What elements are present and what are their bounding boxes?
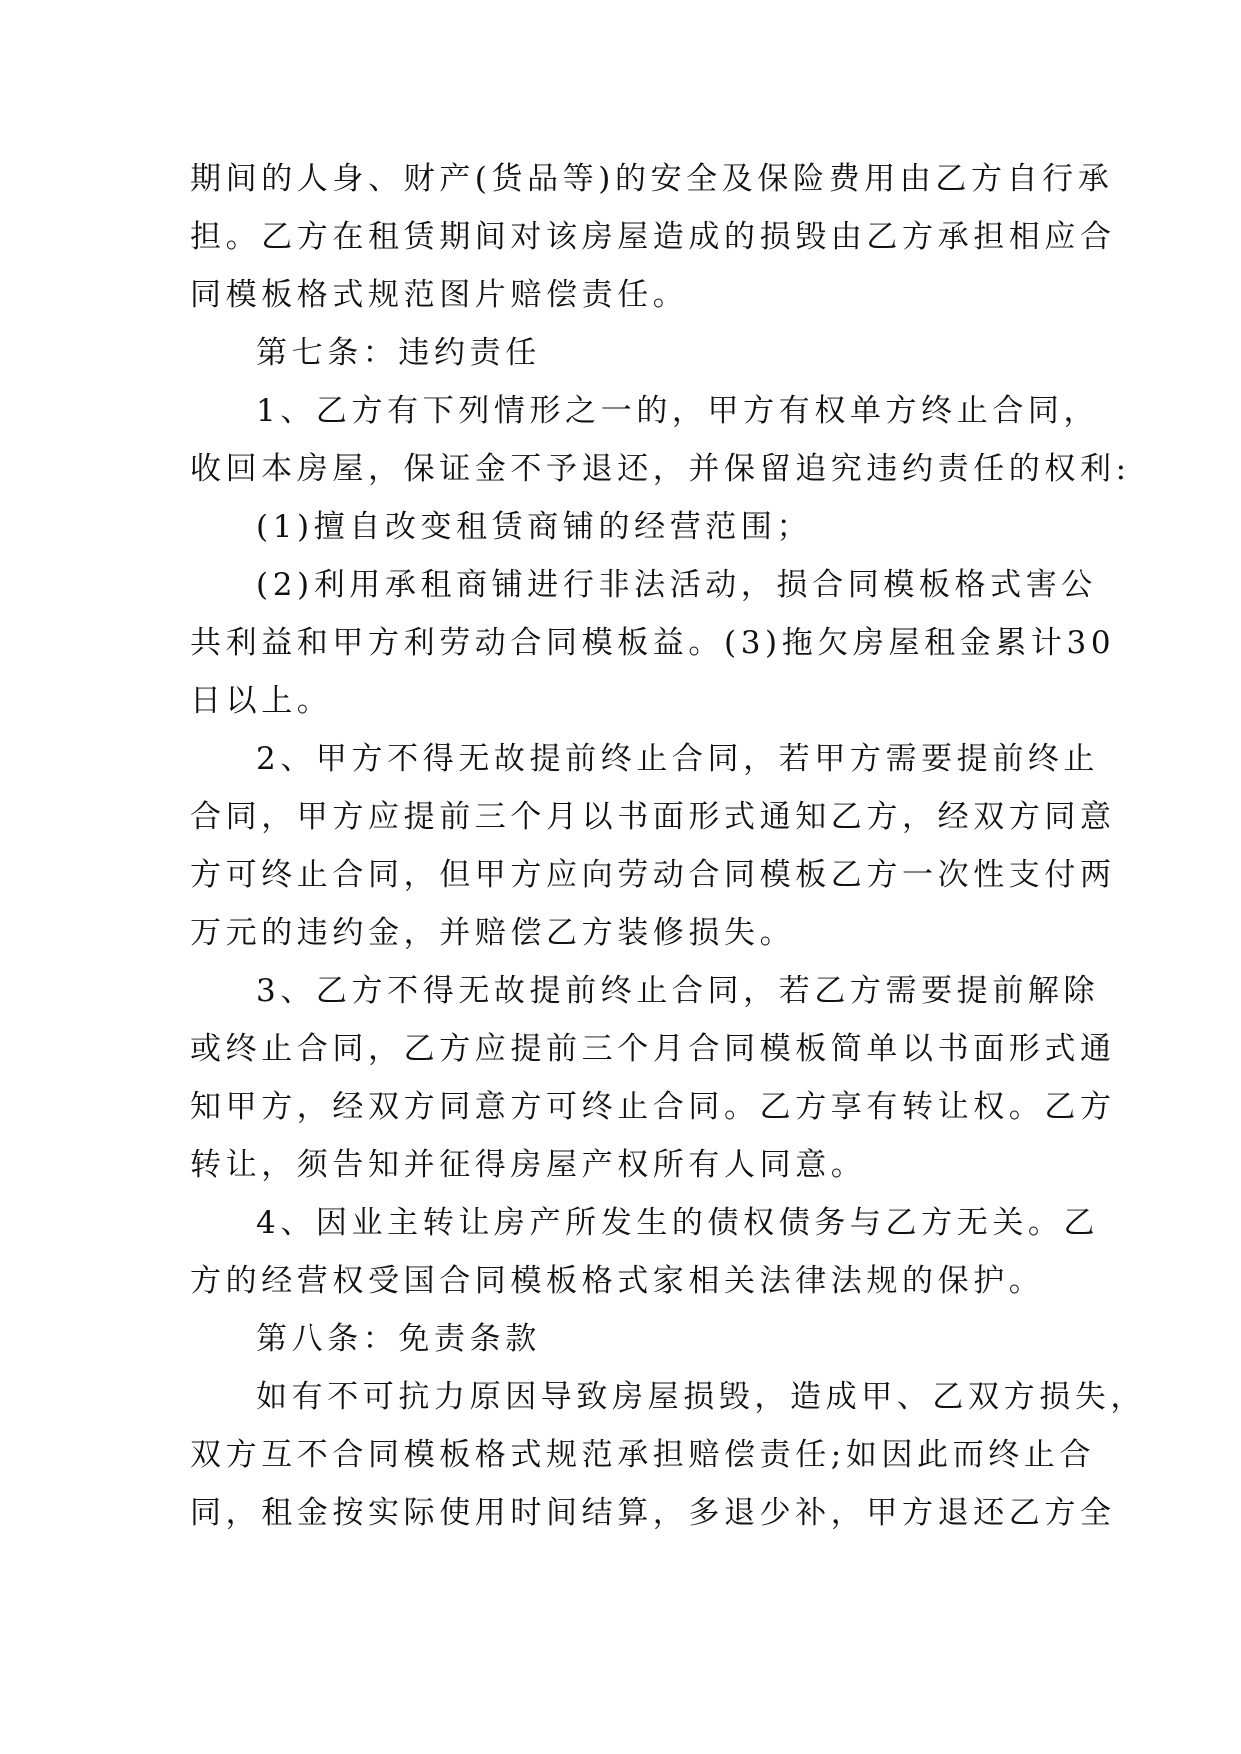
text-line: 转让，须告知并征得房屋产权所有人同意。 — [190, 1147, 867, 1183]
text-line: 2、甲方不得无故提前终止合同，若甲方需要提前终止 — [256, 741, 1100, 777]
text-line: 合同，甲方应提前三个月以书面形式通知乙方，经双方同意 — [190, 799, 1116, 835]
text-line: 或终止合同，乙方应提前三个月合同模板简单以书面形式通 — [190, 1031, 1116, 1067]
text-line: 担。乙方在租赁期间对该房屋造成的损毁由乙方承担相应合 — [190, 219, 1116, 255]
text-line: (2)利用承租商铺进行非法活动，损合同模板格式害公 — [256, 567, 1097, 603]
section-heading: 第七条：违约责任 — [256, 335, 541, 371]
text-line: 1、乙方有下列情形之一的，甲方有权单方终止合同， — [256, 393, 1100, 429]
text-line: 如有不可抗力原因导致房屋损毁，造成甲、乙双方损失， — [256, 1379, 1146, 1415]
text-line: 同，租金按实际使用时间结算，多退少补，甲方退还乙方全 — [190, 1495, 1116, 1531]
text-line: 知甲方，经双方同意方可终止合同。乙方享有转让权。乙方 — [190, 1089, 1116, 1125]
document-body — [190, 150, 1146, 1542]
text-line: 收回本房屋，保证金不予退还，并保留追究违约责任的权利: — [190, 451, 1131, 487]
section-heading: 第八条：免责条款 — [256, 1321, 541, 1357]
text-line: 双方互不合同模板格式规范承担赔偿责任;如因此而终止合 — [190, 1437, 1096, 1473]
text-line: (1)擅自改变租赁商铺的经营范围； — [256, 509, 813, 545]
text-line: 期间的人身、财产(货品等)的安全及保险费用由乙方自行承 — [190, 161, 1114, 197]
text-line: 日以上。 — [190, 683, 333, 719]
text-line: 方的经营权受国合同模板格式家相关法律法规的保护。 — [190, 1263, 1045, 1299]
text-line: 共利益和甲方利劳动合同模板益。(3)拖欠房屋租金累计30 — [190, 625, 1116, 661]
text-line: 万元的违约金，并赔偿乙方装修损失。 — [190, 915, 796, 951]
text-line: 3、乙方不得无故提前终止合同，若乙方需要提前解除 — [256, 973, 1100, 1009]
text-line: 4、因业主转让房产所发生的债权债务与乙方无关。乙 — [256, 1205, 1100, 1241]
text-line: 方可终止合同，但甲方应向劳动合同模板乙方一次性支付两 — [190, 857, 1116, 893]
text-line: 同模板格式规范图片赔偿责任。 — [190, 277, 689, 313]
